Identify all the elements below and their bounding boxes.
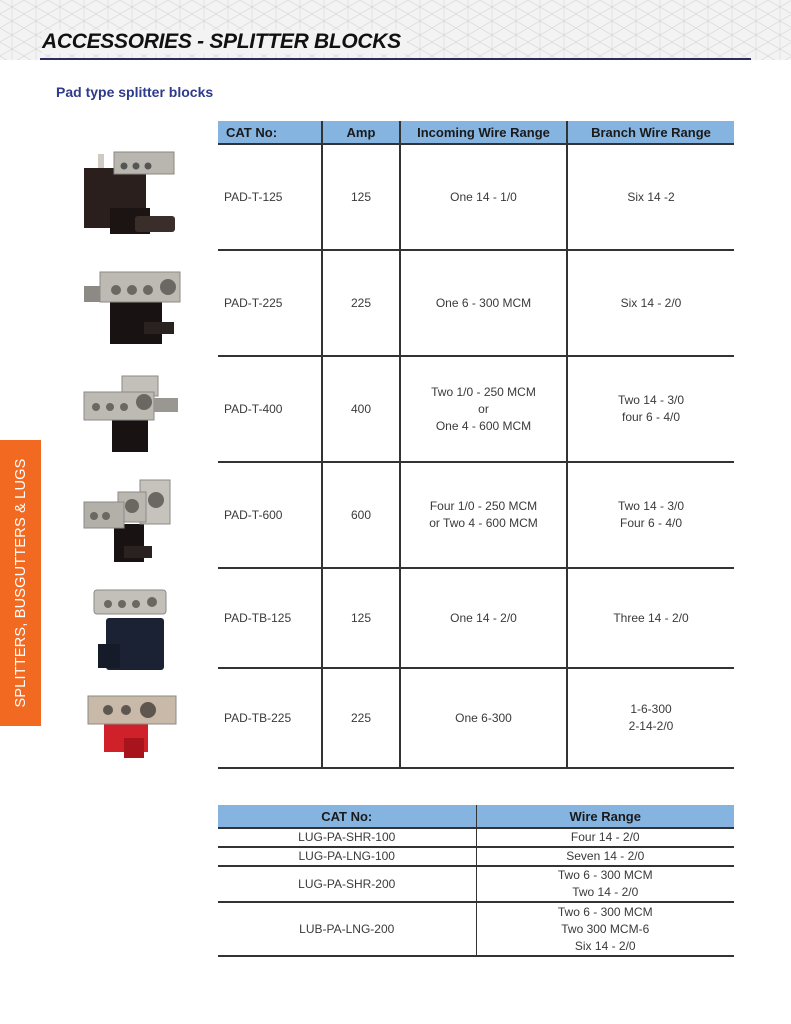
wire-range-cell: Seven 14 - 2/0 bbox=[476, 847, 734, 866]
amp-cell: 125 bbox=[322, 144, 400, 250]
table-row bbox=[218, 828, 734, 847]
wire-range-cell: Four 14 - 2/0 bbox=[476, 828, 734, 847]
amp-cell: 225 bbox=[322, 250, 400, 356]
product-photo-pad-t-400 bbox=[80, 372, 182, 456]
amp-cell: 125 bbox=[322, 568, 400, 668]
table-row bbox=[218, 250, 734, 356]
side-tab-label: SPLITTERS, BUSGUTTERS & LUGS bbox=[13, 458, 29, 708]
branch-cell: Two 14 - 3/0 four 6 - 4/0 bbox=[567, 356, 734, 462]
cat-cell: PAD-T-125 bbox=[218, 144, 322, 250]
pad-table-header-row bbox=[218, 121, 734, 144]
title-underline bbox=[40, 58, 751, 60]
incoming-cell: One 6 - 300 MCM bbox=[400, 250, 567, 356]
table-row bbox=[218, 668, 734, 768]
col-header-branch: Branch Wire Range bbox=[567, 121, 734, 144]
product-photo-pad-t-125 bbox=[80, 146, 180, 240]
amp-cell: 225 bbox=[322, 668, 400, 768]
col-header-amp: Amp bbox=[322, 121, 400, 144]
amp-cell: 400 bbox=[322, 356, 400, 462]
cat-cell: LUB-PA-LNG-200 bbox=[218, 902, 476, 956]
table-row bbox=[218, 568, 734, 668]
table-row bbox=[218, 462, 734, 568]
product-photo-pad-t-600 bbox=[80, 476, 176, 566]
product-photo-pad-t-225 bbox=[80, 260, 184, 350]
incoming-cell: One 14 - 1/0 bbox=[400, 144, 567, 250]
cat-cell: LUG-PA-SHR-100 bbox=[218, 828, 476, 847]
amp-cell: 600 bbox=[322, 462, 400, 568]
table-row bbox=[218, 902, 734, 956]
table-row bbox=[218, 356, 734, 462]
branch-cell: Two 14 - 3/0 Four 6 - 4/0 bbox=[567, 462, 734, 568]
lug-table bbox=[218, 805, 734, 957]
pad-splitter-table bbox=[218, 121, 734, 769]
cat-cell: LUG-PA-SHR-200 bbox=[218, 866, 476, 902]
cat-cell: PAD-TB-125 bbox=[218, 568, 322, 668]
table-row bbox=[218, 866, 734, 902]
col-header-cat: CAT No: bbox=[218, 805, 476, 828]
incoming-cell: One 14 - 2/0 bbox=[400, 568, 567, 668]
table-row bbox=[218, 847, 734, 866]
branch-cell: 1-6-300 2-14-2/0 bbox=[567, 668, 734, 768]
cat-cell: PAD-TB-225 bbox=[218, 668, 322, 768]
cat-cell: PAD-T-600 bbox=[218, 462, 322, 568]
lug-table-header-row bbox=[218, 805, 734, 828]
col-header-cat: CAT No: bbox=[218, 121, 322, 144]
wire-range-cell: Two 6 - 300 MCM Two 300 MCM-6 Six 14 - 2/0 bbox=[476, 902, 734, 956]
page-title: ACCESSORIES - SPLITTER BLOCKS bbox=[42, 30, 407, 54]
section-title: Pad type splitter blocks bbox=[56, 84, 214, 100]
table-row bbox=[218, 144, 734, 250]
cat-cell: PAD-T-225 bbox=[218, 250, 322, 356]
wire-range-cell: Two 6 - 300 MCM Two 14 - 2/0 bbox=[476, 866, 734, 902]
incoming-cell: Four 1/0 - 250 MCM or Two 4 - 600 MCM bbox=[400, 462, 567, 568]
col-header-wire-range: Wire Range bbox=[476, 805, 734, 828]
cat-cell: PAD-T-400 bbox=[218, 356, 322, 462]
product-photo-pad-tb-225 bbox=[84, 692, 180, 762]
branch-cell: Three 14 - 2/0 bbox=[567, 568, 734, 668]
incoming-cell: Two 1/0 - 250 MCM or One 4 - 600 MCM bbox=[400, 356, 567, 462]
branch-cell: Six 14 - 2/0 bbox=[567, 250, 734, 356]
product-photo-pad-tb-125 bbox=[90, 584, 170, 674]
col-header-incoming: Incoming Wire Range bbox=[400, 121, 567, 144]
incoming-cell: One 6-300 bbox=[400, 668, 567, 768]
cat-cell: LUG-PA-LNG-100 bbox=[218, 847, 476, 866]
branch-cell: Six 14 -2 bbox=[567, 144, 734, 250]
